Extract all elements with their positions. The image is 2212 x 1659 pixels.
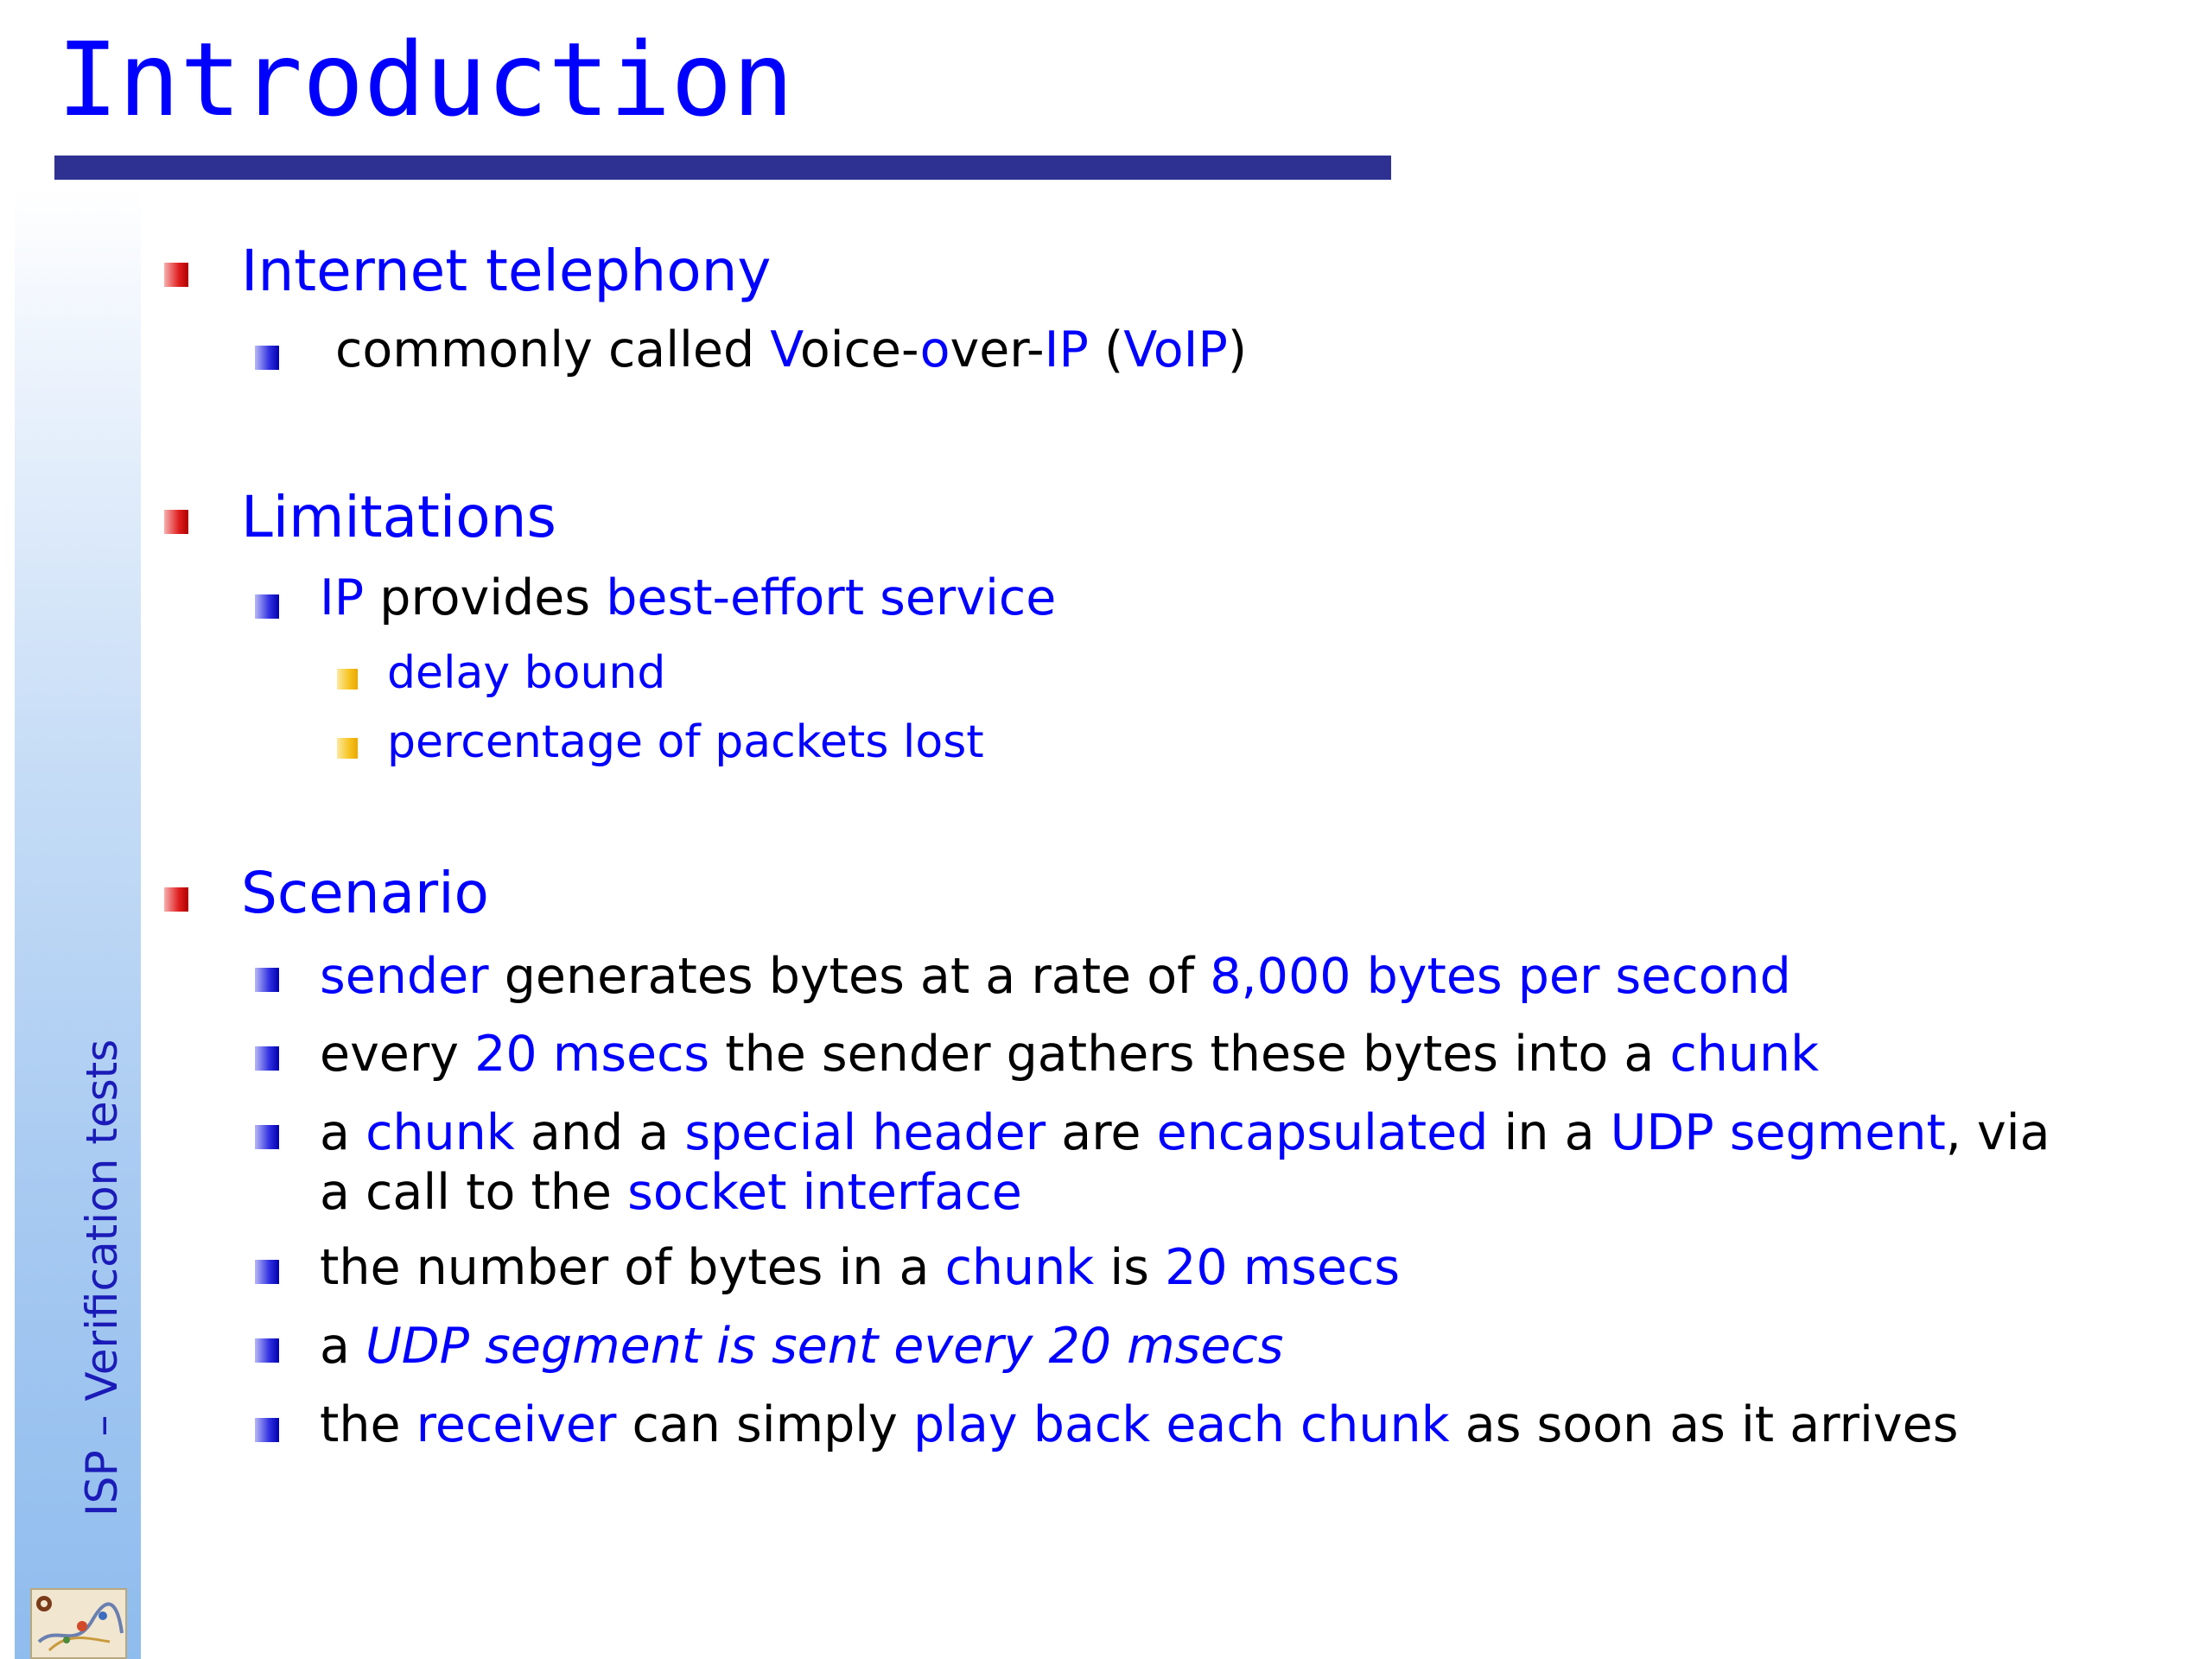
sub-bullet-point: delay bound <box>387 647 666 699</box>
text-run: ver- <box>950 321 1045 378</box>
bullet-level1-icon <box>164 263 188 287</box>
bullet-level2-icon <box>255 594 279 619</box>
text-run: provides <box>364 569 607 626</box>
text-run: sender <box>320 948 489 1005</box>
bullet-point <box>320 568 1056 628</box>
bullet-level1-icon <box>164 887 188 912</box>
section-heading: Scenario <box>241 860 489 926</box>
text-run: UDP segment is sent every 20 msecs <box>365 1318 1284 1375</box>
text-run: receiver <box>416 1396 617 1453</box>
bullet-point <box>320 946 1791 1007</box>
bullet-point-continuation <box>320 1162 1022 1223</box>
text-run: every <box>320 1026 475 1083</box>
text-run: IP <box>320 569 365 626</box>
bullet-point <box>335 320 1247 380</box>
text-run: a <box>320 1318 366 1375</box>
text-run: ) <box>1227 321 1248 378</box>
text-run: 20 msecs <box>1165 1239 1401 1296</box>
text-run: encapsulated <box>1156 1104 1489 1161</box>
text-run: VoIP <box>1123 321 1228 378</box>
text-run: special header <box>684 1104 1046 1161</box>
text-run: the <box>320 1396 416 1453</box>
text-run: V <box>770 321 800 378</box>
text-run: , via <box>1945 1104 2050 1161</box>
bullet-level2-icon <box>255 1338 279 1363</box>
text-run: IP <box>1044 321 1089 378</box>
text-run: ( <box>1088 321 1124 378</box>
bullet-level2-icon <box>255 1046 279 1071</box>
bullet-level2-icon <box>255 968 279 992</box>
text-run: play back each chunk <box>912 1396 1450 1453</box>
text-run: 20 msecs <box>474 1026 710 1083</box>
bullet-point <box>320 1395 1958 1455</box>
text-run: generates bytes at a rate of <box>488 948 1211 1005</box>
text-run: chunk <box>944 1239 1095 1296</box>
text-run: as soon as it arrives <box>1449 1396 1959 1453</box>
bullet-level2-icon <box>255 1260 279 1284</box>
text-run: is <box>1094 1239 1166 1296</box>
text-run: UDP segment <box>1610 1104 1946 1161</box>
section-heading: Internet telephony <box>241 238 772 304</box>
text-run: the sender gathers these bytes into a <box>709 1026 1670 1083</box>
text-run: chunk <box>365 1104 515 1161</box>
text-run: can simply <box>616 1396 913 1453</box>
text-run: in a <box>1488 1104 1611 1161</box>
bullet-point <box>320 1024 1819 1084</box>
bullet-point <box>320 1316 1283 1376</box>
bullet-level3-icon <box>337 738 358 759</box>
side-footer-label: ISP – Verification tests <box>77 1039 127 1516</box>
bullet-level2-icon <box>255 1125 279 1149</box>
text-run: a call to the <box>320 1164 628 1221</box>
text-run: a <box>320 1104 366 1161</box>
text-run: chunk <box>1669 1026 1820 1083</box>
text-run: and a <box>514 1104 685 1161</box>
sub-bullet-point: percentage of packets lost <box>387 716 984 768</box>
text-run: are <box>1046 1104 1157 1161</box>
text-run: socket interface <box>627 1164 1022 1221</box>
text-run: o <box>919 321 950 378</box>
bullet-level3-icon <box>337 669 358 690</box>
section-heading: Limitations <box>241 484 556 550</box>
slide-title: Introduction <box>57 20 794 139</box>
text-run: the number of bytes in a <box>320 1239 945 1296</box>
bullet-level2-icon <box>255 1418 279 1442</box>
text-run: commonly called <box>335 321 771 378</box>
bullet-point <box>320 1237 1400 1298</box>
bullet-point <box>320 1103 2050 1163</box>
text-run: best-effort service <box>606 569 1057 626</box>
text-run: oice- <box>799 321 920 378</box>
bullet-level1-icon <box>164 510 188 534</box>
text-run: 8,000 bytes per second <box>1210 948 1791 1005</box>
bullet-level2-icon <box>255 346 279 370</box>
